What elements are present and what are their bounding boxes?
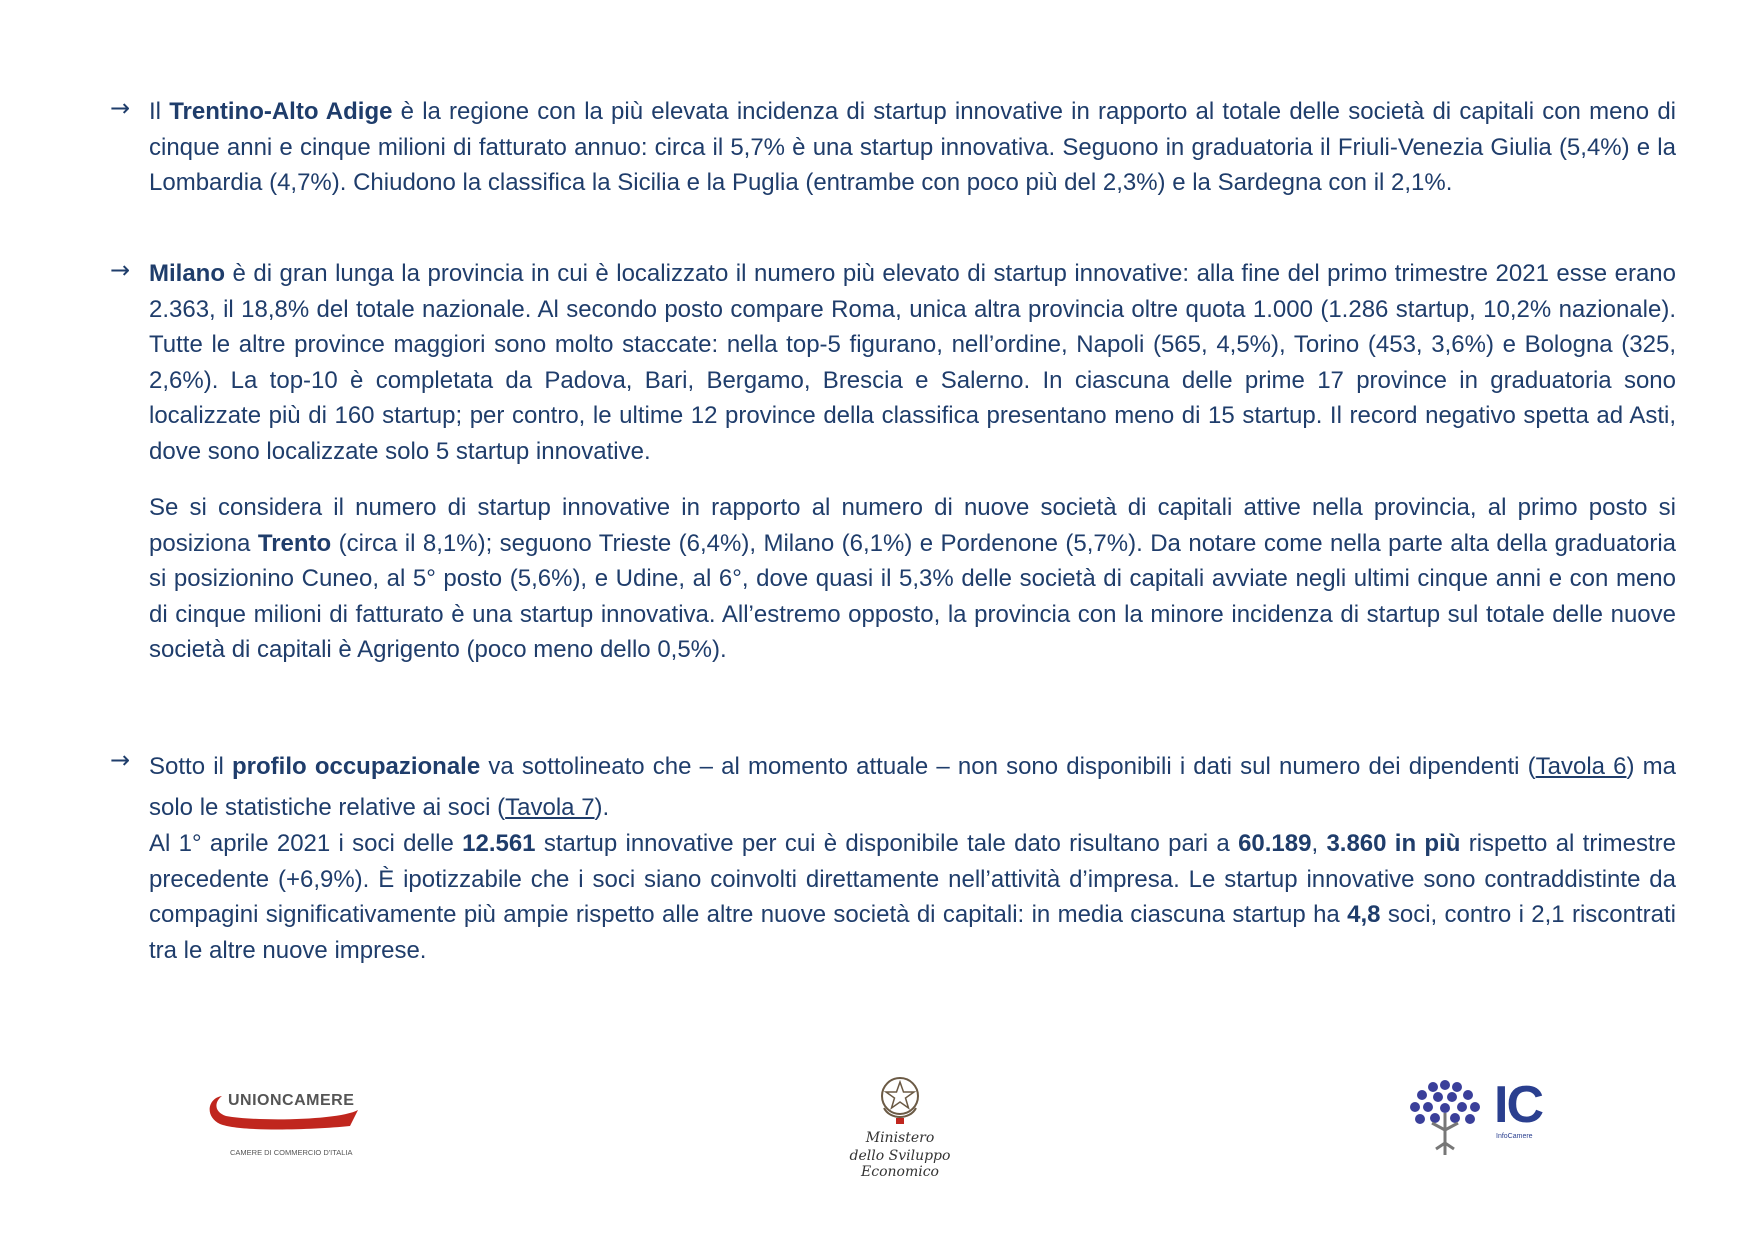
arrow-icon: → xyxy=(110,94,131,122)
unioncamere-logo xyxy=(200,1090,370,1160)
infocamere-name: InfoCamere xyxy=(1496,1133,1533,1140)
paragraph-incidenza-block xyxy=(110,490,1676,668)
emblem-icon xyxy=(876,1072,924,1126)
tree-icon xyxy=(1400,1075,1490,1165)
bullet-regioni xyxy=(110,94,1676,201)
link-tavola-6[interactable]: Tavola 6 xyxy=(1535,753,1627,780)
bullet-occupazione xyxy=(110,746,1676,828)
paragraph-soci-block xyxy=(110,826,1676,968)
ministero-logo xyxy=(810,1072,990,1180)
unioncamere-subtitle: CAMERE DI COMMERCIO D'ITALIA xyxy=(230,1148,353,1157)
paragraph-regioni: Il Trentino-Alto Adige è la regione con la più elevata incidenza di startup innovative in rapporto al totale delle società di capitali con meno di cinque anni e cinque milioni di fatturato annuo: circa il 5,7% è una startup innovativa. Seguono in graduatoria il Friuli-Venezia Giulia (5,4%) e la Lombardia (4,7%). Chiudono la classifica la Sicilia e la Puglia (entrambe con poco più del 2,3%) e la Sardegna con il 2,1%. xyxy=(149,98,1676,196)
paragraph-province: Milano è di gran lunga la provincia in cui è localizzato il numero più elevato di startup innovative: alla fine del primo trimestre 2021 esse erano 2.363, il 18,8% del totale nazionale. Al secondo posto compare Roma, unica altra provincia oltre quota 1.000 (1.286 startup, 10,2% nazionale). Tutte le altre province maggiori sono molto staccate: nella top-5 figurano, nell’ordine, Napoli (565, 4,5%), Torino (453, 3,6%) e Bologna (325, 2,6%). La top-10 è completata da Padova, Bari, Bergamo, Brescia e Salerno. In ciascuna delle prime 17 province in graduatoria sono localizzate più di 160 startup; per contro, le ultime 12 province della classifica presentano meno di 15 startup. Il record negativo spetta ad Asti, dove sono localizzate solo 5 startup innovative. xyxy=(149,260,1676,465)
paragraph-incidenza: Se si considera il numero di startup innovative in rapporto al numero di nuove società di capitali attive nella provincia, al primo posto si posiziona Trento (circa il 8,1%); seguono Trieste (6,4%), Milano (6,1%) e Pordenone (5,7%). Da notare come nella parte alta della graduatoria si posizionino Cuneo, al 5° posto (5,6%), e Udine, al 6°, dove quasi il 5,3% delle società di capitali avviate negli ultimi cinque anni e con meno di cinque milioni di fatturato è una startup innovativa. All’estremo opposto, la provincia con la minore incidenza di startup sul totale delle nuove società di capitali è Agrigento (poco meno dello 0,5%). xyxy=(149,494,1676,663)
ministero-line1: Ministero xyxy=(865,1130,935,1146)
paragraph-occupazione: Sotto il profilo occupazionale va sottolineato che – al momento attuale – non sono disponibili i dati sul numero dei dipendenti (Tavola 6) ma solo le statistiche relative ai soci (Tavola 7). xyxy=(149,753,1677,821)
infocamere-logo xyxy=(1400,1075,1570,1165)
paragraph-soci: Al 1° aprile 2021 i soci delle 12.561 startup innovative per cui è disponibile tale dato risultano pari a 60.189, 3.860 in più rispetto al trimestre precedente (+6,9%). È ipotizzabile che i soci siano coinvolti direttamente nell’attività d’impresa. Le startup innovative sono contraddistinte da compagini significativamente più ampie rispetto alle altre nuove società di capitali: in media ciascuna startup ha 4,8 soci, contro i 2,1 riscontrati tra le altre nuove imprese. xyxy=(149,830,1676,964)
arrow-icon: → xyxy=(110,256,131,284)
link-tavola-7[interactable]: Tavola 7 xyxy=(505,794,595,821)
infocamere-ic: IC xyxy=(1494,1076,1542,1134)
arrow-icon: → xyxy=(110,746,131,774)
ministero-line2: dello Sviluppo Economico xyxy=(849,1148,951,1180)
unioncamere-name: UNIONCAMERE xyxy=(228,1092,355,1109)
bullet-province xyxy=(110,256,1676,469)
